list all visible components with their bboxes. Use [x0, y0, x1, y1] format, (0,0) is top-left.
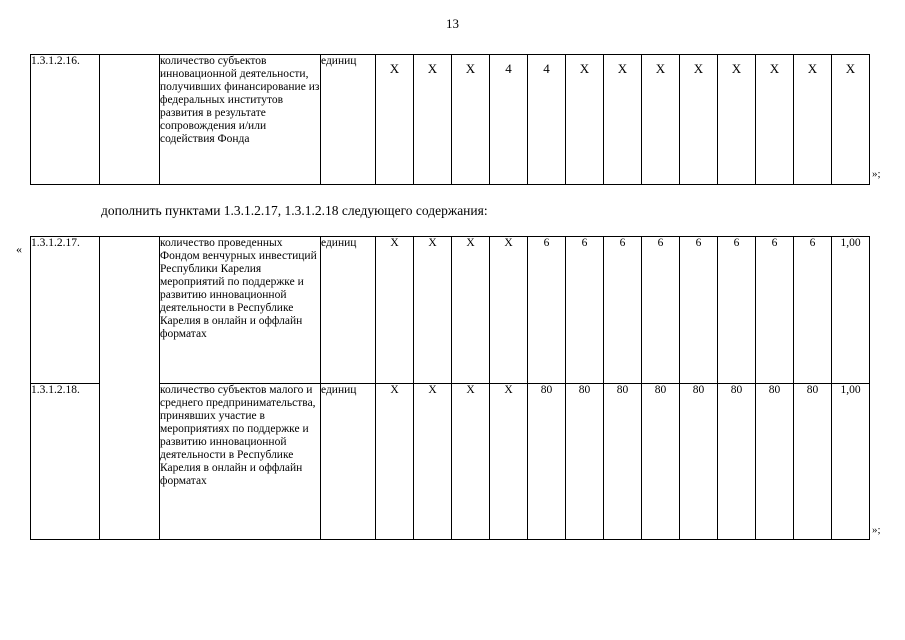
value-cell: 6: [642, 237, 680, 384]
value-cell: X: [376, 55, 414, 185]
intro-text: дополнить пунктами 1.3.1.2.17, 1.3.1.2.18 следующего содержания:: [101, 203, 488, 218]
value-cell: X: [414, 237, 452, 384]
value-cell: 80: [756, 384, 794, 540]
value-cell: X: [452, 237, 490, 384]
page-number: 13: [446, 16, 459, 31]
value-cell: X: [794, 55, 832, 185]
value-cell: 80: [528, 384, 566, 540]
value-cell: X: [376, 237, 414, 384]
empty-merged-cell: [100, 237, 160, 540]
value-cell: X: [376, 384, 414, 540]
table-after: [30, 236, 870, 540]
table-before: [30, 54, 870, 185]
value-cell: 80: [794, 384, 832, 540]
value-cell: X: [718, 55, 756, 185]
row-code: 1.3.1.2.16.: [31, 55, 100, 185]
value-cell: 1,00: [832, 237, 870, 384]
value-cell: 80: [642, 384, 680, 540]
value-cell: 6: [756, 237, 794, 384]
value-cell: 80: [718, 384, 756, 540]
value-cell: 6: [528, 237, 566, 384]
value-cell: X: [414, 55, 452, 185]
value-cell: 4: [528, 55, 566, 185]
row-unit: единиц: [321, 384, 376, 540]
value-cell: X: [452, 55, 490, 185]
row-unit: единиц: [321, 55, 376, 185]
value-cell: X: [756, 55, 794, 185]
value-cell: X: [490, 237, 528, 384]
closing-quote: »;: [872, 168, 881, 180]
value-cell: 4: [490, 55, 528, 185]
value-cell: 80: [680, 384, 718, 540]
row-description: количество проведенных Фондом венчурных инвестиций Республики Карелия мероприятий по поддержке и развитию инновационной деятельности в Республике Карелия в онлайн и оффлайн форматах: [160, 237, 321, 384]
value-cell: X: [604, 55, 642, 185]
row-code: 1.3.1.2.18.: [31, 384, 100, 540]
row-description: количество субъектов малого и среднего предпринимательства, принявших участие в мероприятиях по поддержке и развитию инновационной деятельности в Республике Карелия в онлайн и оффлайн форматах: [160, 384, 321, 540]
value-cell: 80: [604, 384, 642, 540]
table-row: [31, 237, 870, 384]
value-cell: X: [642, 55, 680, 185]
row-unit: единиц: [321, 237, 376, 384]
value-cell: 6: [794, 237, 832, 384]
empty-cell: [100, 55, 160, 185]
value-cell: X: [490, 384, 528, 540]
value-cell: X: [414, 384, 452, 540]
opening-quote: «: [16, 242, 22, 256]
value-cell: X: [452, 384, 490, 540]
value-cell: X: [832, 55, 870, 185]
value-cell: 1,00: [832, 384, 870, 540]
value-cell: 6: [680, 237, 718, 384]
table-row: [31, 55, 870, 185]
row-code: 1.3.1.2.17.: [31, 237, 100, 384]
value-cell: X: [680, 55, 718, 185]
value-cell: 6: [604, 237, 642, 384]
value-cell: X: [566, 55, 604, 185]
value-cell: 80: [566, 384, 604, 540]
value-cell: 6: [566, 237, 604, 384]
value-cell: 6: [718, 237, 756, 384]
row-description: количество субъектов инновационной деятельности, получивших финансирование из федеральных институтов развития в результате сопровождения и/или содействия Фонда: [160, 55, 321, 185]
closing-quote: »;: [872, 524, 881, 536]
